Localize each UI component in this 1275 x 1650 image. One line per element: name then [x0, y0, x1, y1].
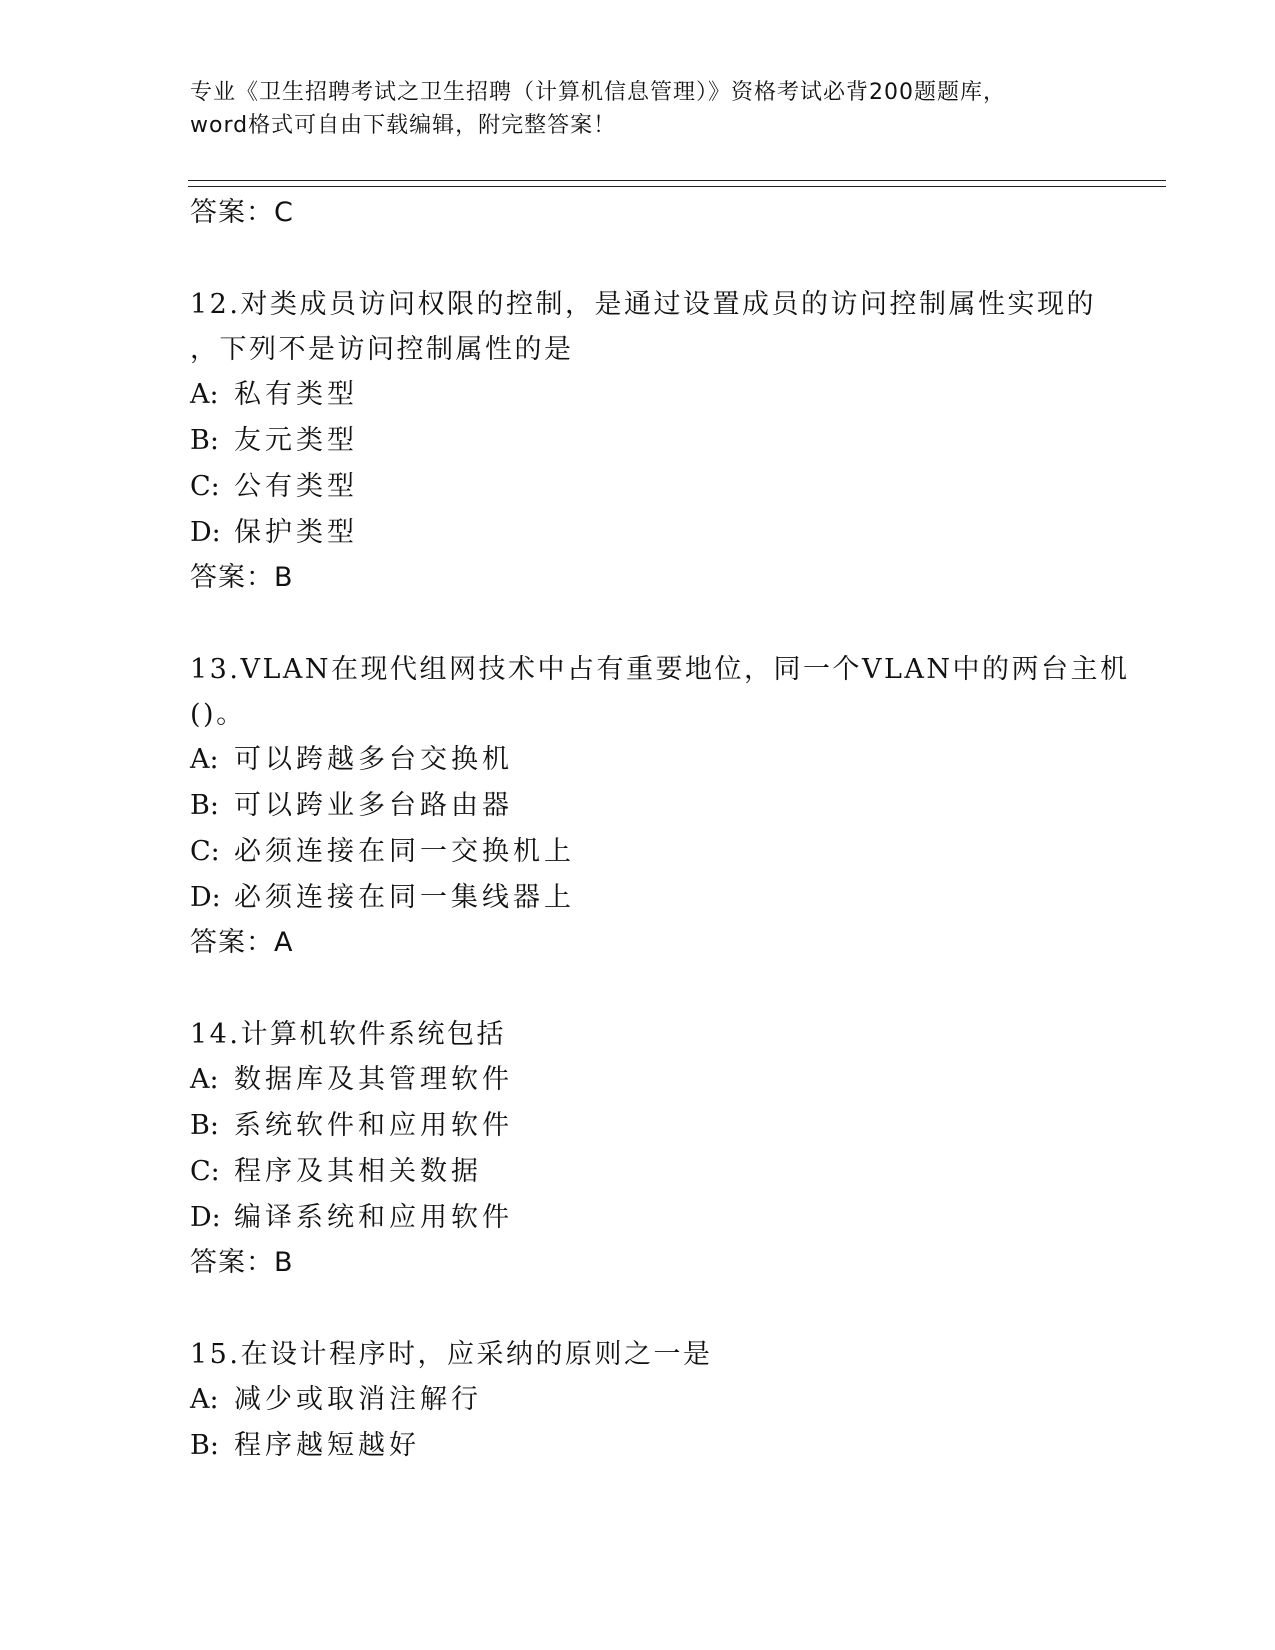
option-letter: B:	[190, 790, 219, 821]
option-row	[190, 829, 1090, 875]
option-text: 公有类型	[234, 471, 358, 502]
question-stem-line: 15.在设计程序时，应采纳的原则之一是	[190, 1339, 713, 1370]
option-text: 保护类型	[234, 517, 358, 548]
option-row	[190, 1195, 1090, 1241]
question-stem	[190, 282, 1096, 372]
answer-line: 答案：B	[190, 1247, 294, 1278]
answer-line: 答案：C	[190, 197, 294, 228]
option-letter: A:	[190, 379, 219, 410]
option-row	[190, 1377, 1090, 1423]
option-letter: C:	[190, 836, 220, 867]
question-stem	[190, 1332, 1090, 1377]
option-text: 程序及其相关数据	[234, 1156, 482, 1187]
question-stem	[190, 1012, 1090, 1057]
option-text: 可以跨业多台路由器	[234, 790, 513, 821]
option-letter: D:	[190, 517, 221, 548]
question-stem-line: ()。	[190, 699, 246, 730]
option-text: 必须连接在同一集线器上	[234, 882, 575, 913]
question-stem-line: 13.VLAN在现代组网技术中占有重要地位，同一个VLAN中的两台主机	[190, 654, 1130, 685]
option-text: 必须连接在同一交换机上	[234, 836, 575, 867]
option-row	[190, 464, 1090, 510]
option-row	[190, 418, 1090, 464]
question-spacer	[190, 235, 1090, 282]
option-row	[190, 737, 1090, 783]
option-text: 减少或取消注解行	[234, 1384, 482, 1415]
question-list	[190, 191, 1130, 1469]
option-text: 可以跨越多台交换机	[234, 744, 513, 775]
option-text: 程序越短越好	[234, 1430, 420, 1461]
option-text: 编译系统和应用软件	[234, 1202, 513, 1233]
option-letter: C:	[190, 1156, 220, 1187]
option-row	[190, 1423, 1090, 1469]
option-letter: B:	[190, 1110, 219, 1141]
header-line-1: 专业《卫生招聘考试之卫生招聘（计算机信息管理）》资格考试必背200题题库，	[190, 80, 1006, 105]
header-divider-top	[188, 180, 1166, 181]
option-row	[190, 783, 1090, 829]
answer-line: 答案：A	[190, 927, 294, 958]
option-row	[190, 1103, 1090, 1149]
option-row	[190, 1057, 1090, 1103]
option-letter: D:	[190, 1202, 221, 1233]
option-text: 数据库及其管理软件	[234, 1064, 513, 1095]
question-stem-line: ，下列不是访问控制属性的是	[190, 334, 574, 365]
question-stem	[190, 647, 1130, 737]
option-text: 私有类型	[234, 379, 358, 410]
option-letter: B:	[190, 425, 219, 456]
question-stem-line: 12.对类成员访问权限的控制，是通过设置成员的访问控制属性实现的	[190, 289, 1096, 320]
question-spacer	[190, 965, 1090, 1012]
option-text: 系统软件和应用软件	[234, 1110, 513, 1141]
question-stem-line: 14.计算机软件系统包括	[190, 1019, 506, 1050]
option-row	[190, 1149, 1090, 1195]
document-header	[190, 76, 1090, 142]
question-spacer	[190, 600, 1090, 647]
option-letter: A:	[190, 744, 219, 775]
header-divider-bottom	[188, 186, 1166, 187]
option-row	[190, 875, 1090, 921]
option-letter: A:	[190, 1064, 219, 1095]
option-letter: D:	[190, 882, 221, 913]
option-letter: A:	[190, 1384, 219, 1415]
option-text: 友元类型	[234, 425, 358, 456]
header-line-2: word格式可自由下载编辑，附完整答案！	[190, 113, 617, 138]
option-row	[190, 510, 1090, 556]
answer-line: 答案：B	[190, 562, 294, 593]
option-row	[190, 372, 1090, 418]
option-letter: C:	[190, 471, 220, 502]
question-spacer	[190, 1285, 1090, 1332]
option-letter: B:	[190, 1430, 219, 1461]
